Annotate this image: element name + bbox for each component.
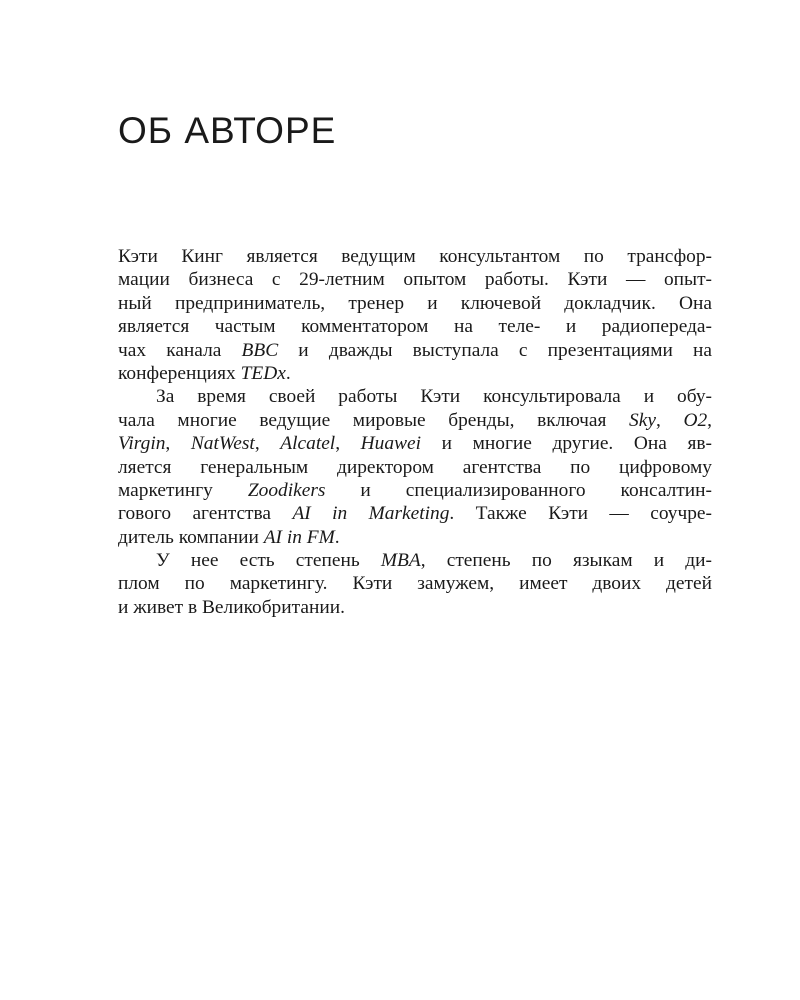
- text-run: , степень по языкам и ди-: [420, 550, 712, 572]
- text-line: [118, 572, 712, 595]
- italic-term: Virgin: [118, 433, 166, 455]
- text-line: [118, 456, 712, 479]
- text-run: дитель компании: [118, 526, 264, 548]
- italic-term: AI in Marketing: [292, 503, 450, 525]
- text-run: ,: [165, 433, 191, 455]
- italic-term: AI in FM: [263, 526, 335, 548]
- text-run: является частым комментатором на теле- и радиопереда-: [118, 316, 712, 338]
- italic-term: O2: [683, 409, 708, 431]
- italic-term: BBC: [241, 339, 279, 361]
- text-run: и дважды выступала с презентациями на: [278, 339, 713, 361]
- text-line: [118, 292, 712, 315]
- text-line: [118, 385, 712, 408]
- italic-term: MBA: [380, 550, 421, 572]
- bio-paragraph: [118, 385, 712, 549]
- text-run: .: [285, 362, 291, 384]
- text-line: [118, 526, 712, 549]
- text-run: чала многие ведущие мировые бренды, включая: [118, 409, 630, 431]
- text-run: мации бизнеса с 29-летним опытом работы. Кэти — опыт-: [118, 269, 712, 291]
- text-run: и живет в Великобритании.: [118, 596, 345, 618]
- text-line: [118, 362, 712, 385]
- text-run: ,: [707, 409, 712, 431]
- text-run: ,: [655, 409, 684, 431]
- text-line: [118, 268, 712, 291]
- text-line: [118, 549, 712, 572]
- text-line: [118, 409, 712, 432]
- text-line: [118, 502, 712, 525]
- text-run: ный предприниматель, тренер и ключевой докладчик. Она: [118, 292, 712, 314]
- text-run: Кэти Кинг является ведущим консультантом по трансфор-: [118, 246, 712, 267]
- text-run: ,: [335, 433, 361, 455]
- text-line: [118, 432, 712, 455]
- text-run: За время своей работы Кэти консультировала и обу-: [156, 386, 712, 408]
- text-line: [118, 339, 712, 362]
- italic-term: TEDx: [240, 362, 286, 384]
- text-line: [118, 596, 712, 619]
- text-run: плом по маркетингу. Кэти замужем, имеет двоих детей: [118, 573, 712, 595]
- text-run: ляется генеральным директором агентства по цифровому: [118, 456, 712, 478]
- text-line: [118, 315, 712, 338]
- text-run: маркетингу: [118, 479, 248, 501]
- text-run: .: [334, 526, 340, 548]
- text-run: . Также Кэти — соучре-: [449, 503, 712, 525]
- text-run: гового агентства: [118, 503, 293, 525]
- text-run: и многие другие. Она яв-: [421, 433, 713, 455]
- page-title: ОБ АВТОРЕ: [118, 110, 337, 151]
- text-run: У нее есть степень: [156, 550, 381, 572]
- italic-term: Alcatel: [280, 433, 336, 455]
- text-run: и специализированного консалтин-: [325, 479, 712, 501]
- text-line: [118, 245, 712, 268]
- bio-paragraph: [118, 549, 712, 619]
- italic-term: Zoodikers: [247, 479, 326, 501]
- italic-term: Sky: [629, 409, 656, 431]
- italic-term: NatWest: [190, 433, 255, 455]
- text-line: [118, 479, 712, 502]
- text-run: чах канала: [118, 339, 242, 361]
- bio-paragraph: [118, 245, 712, 385]
- author-bio: [118, 245, 712, 619]
- italic-term: Huawei: [360, 433, 421, 455]
- text-run: конференциях: [118, 362, 241, 384]
- text-run: ,: [254, 433, 281, 455]
